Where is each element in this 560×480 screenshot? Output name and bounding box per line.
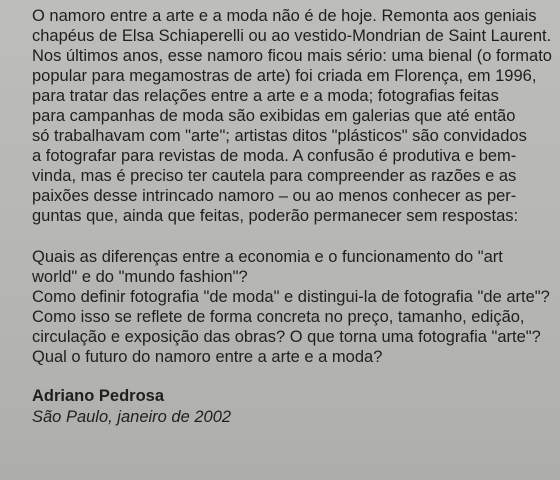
article-page <box>32 6 552 428</box>
text-line: chapéus de Elsa Schiaperelli ou ao vestido-Mondrian de Saint Laurent. <box>32 27 552 45</box>
text-line: O namoro entre a arte e a moda não é de hoje. Remonta aos geniais <box>32 7 537 25</box>
question-line: Qual o futuro do namoro entre a arte e a moda? <box>32 348 383 366</box>
paragraph-questions <box>32 247 552 367</box>
paragraph-spacer <box>32 226 552 247</box>
question-line: world" e do "mundo fashion"? <box>32 268 248 286</box>
place-date: São Paulo, janeiro de 2002 <box>32 408 232 426</box>
text-line: vinda, mas é preciso ter cautela para compreender as razões e as <box>32 167 517 185</box>
text-line: só trabalhavam com "arte"; artistas ditos "plásticos" são convidados <box>32 127 527 145</box>
text-line: a fotografar para revistas de moda. A confusão é produtiva e bem- <box>32 147 517 165</box>
text-line: popular para megamostras de arte) foi criada em Florença, em 1996, <box>32 67 537 85</box>
text-line: guntas que, ainda que feitas, poderão permanecer sem respostas: <box>32 207 519 225</box>
text-line: para campanhas de moda são exibidas em galerias que até então <box>32 107 516 125</box>
question-line: Quais as diferenças entre a economia e o funcionamento do "art <box>32 248 503 266</box>
question-line: Como definir fotografia "de moda" e distingui-la de fotografia "de arte"? <box>32 288 550 306</box>
paragraph-intro <box>32 6 552 226</box>
author-name: Adriano Pedrosa <box>32 387 165 405</box>
text-line: para tratar das relações entre a arte e a moda; fotografias feitas <box>32 87 499 105</box>
text-line: paixões desse intrincado namoro – ou ao menos conhecer as per- <box>32 187 517 205</box>
text-line: Nos últimos anos, esse namoro ficou mais sério: uma bienal (o formato <box>32 47 552 65</box>
question-line: Como isso se reflete de forma concreta no preço, tamanho, edição, <box>32 308 525 326</box>
question-line: circulação e exposição das obras? O que torna uma fotografia "arte"? <box>32 328 541 346</box>
